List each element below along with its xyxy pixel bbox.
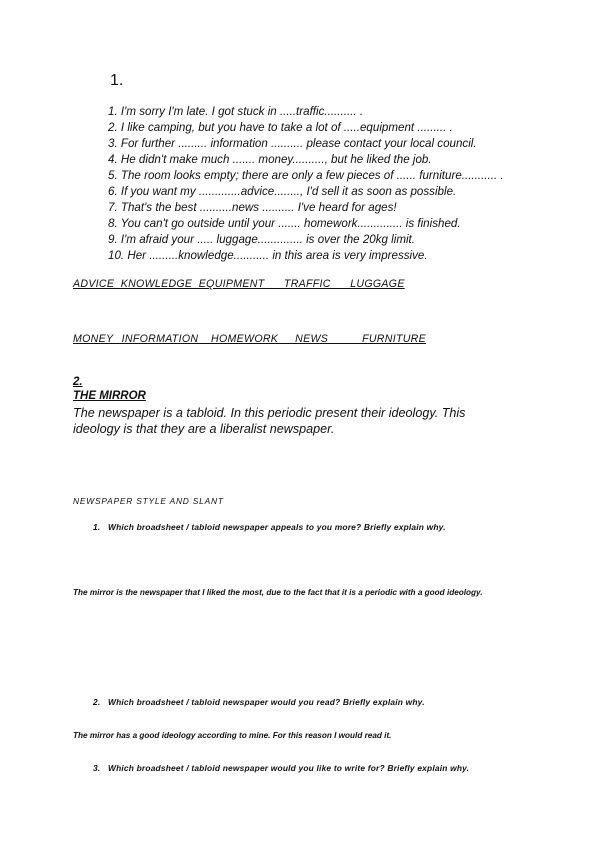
exercise-item: 6. If you want my .............advice........, I'd sell it as soon as possible. xyxy=(108,185,457,198)
section-2-number: 2. xyxy=(73,376,83,388)
exercise-item: 3. For further ......... information .......... please contact your local council. xyxy=(108,137,477,150)
exercise-item: 4. He didn't make much ....... money.........., but he liked the job. xyxy=(108,153,432,166)
exercise-item: 1. I'm sorry I'm late. I got stuck in .....traffic.......... . xyxy=(108,105,364,118)
section-1-number: 1. xyxy=(110,72,124,89)
word-bank-line-1: ADVICE KNOWLEDGE EQUIPMENT TRAFFIC LUGGAGE xyxy=(73,278,405,290)
answer-1: The mirror is the newspaper that I liked the most, due to the fact that it is a periodic with a good ideology. xyxy=(73,588,483,597)
section-2-paragraph: The newspaper is a tabloid. In this periodic present their ideology. This ideology is that they are a liberalist newspaper. xyxy=(73,406,466,436)
question-1: 1. Which broadsheet / tabloid newspaper appeals to you more? Briefly explain why. xyxy=(93,522,446,532)
exercise-item: 5. The room looks empty; there are only a few pieces of ...... furniture........... . xyxy=(108,169,504,182)
exercise-list xyxy=(108,104,504,264)
section-2-title: THE MIRROR xyxy=(73,390,146,402)
word-bank-line-2: MONEY INFORMATION HOMEWORK NEWS FURNITURE xyxy=(73,333,426,345)
exercise-item: 8. You can't go outside until your ....... homework.............. is finished. xyxy=(108,217,461,230)
exercise-item: 2. I like camping, but you have to take a lot of .....equipment ......... . xyxy=(108,121,453,134)
answer-2: The mirror has a good ideology according to mine. For this reason I would read it. xyxy=(73,731,392,740)
exercise-item: 9. I'm afraid your ..... luggage.............. is over the 20kg limit. xyxy=(108,233,416,246)
question-3: 3. Which broadsheet / tabloid newspaper would you like to write for? Briefly explain why. xyxy=(93,763,470,773)
newspaper-style-heading: NEWSPAPER STYLE AND SLANT xyxy=(73,496,224,506)
exercise-item: 10. Her .........knowledge........... in this area is very impressive. xyxy=(108,249,428,262)
question-2: 2. Which broadsheet / tabloid newspaper would you read? Briefly explain why. xyxy=(93,697,425,707)
exercise-item: 7. That's the best ..........news .......... I've heard for ages! xyxy=(108,201,397,214)
